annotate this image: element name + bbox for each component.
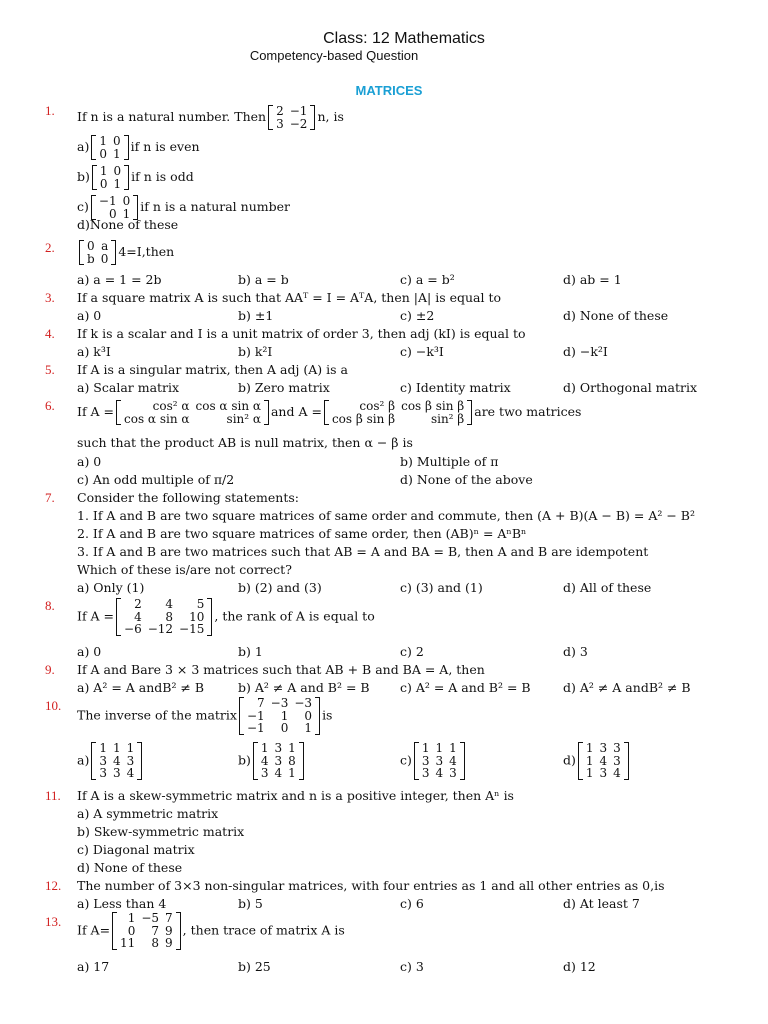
option-text: b) ±1 bbox=[238, 308, 274, 323]
option-text: d) 12 bbox=[563, 959, 596, 974]
stem: If A is a skew-symmetric matrix and n is a positive integer, then Aⁿ is bbox=[77, 788, 514, 803]
option-text: b) (2) and (3) bbox=[238, 580, 322, 595]
option-matrix: 1 1 1 3 4 3 3 3 4 bbox=[91, 742, 142, 780]
option-text: if n is even bbox=[130, 139, 200, 155]
statement: 3. If A and B are two matrices such that AB = A and BA = B, then A and B are idempotent bbox=[77, 544, 649, 559]
question-stem bbox=[77, 878, 665, 893]
stem: , the rank of A is equal to bbox=[214, 608, 375, 624]
option bbox=[563, 380, 697, 395]
option-text: b) A² ≠ A and B² = B bbox=[238, 680, 370, 695]
option-text: a) 0 bbox=[77, 454, 102, 469]
option bbox=[77, 680, 204, 695]
option bbox=[238, 896, 263, 911]
option bbox=[238, 742, 306, 780]
question-stem bbox=[77, 362, 348, 377]
exponent: 4 bbox=[118, 244, 127, 260]
option-label: d) bbox=[563, 752, 576, 768]
matrix: 2 −1 3 −2 bbox=[268, 105, 315, 130]
option bbox=[77, 454, 101, 469]
option bbox=[77, 842, 195, 857]
option-matrix: 1 3 3 1 4 3 1 3 4 bbox=[578, 742, 629, 780]
question-stem bbox=[77, 290, 501, 305]
statement bbox=[77, 544, 648, 559]
option bbox=[563, 680, 691, 695]
matrix: 2 4 5 4 8 10 −6 −12 −15 bbox=[116, 598, 212, 636]
option-text: c) (3) and (1) bbox=[400, 580, 483, 595]
question-stem bbox=[77, 400, 581, 425]
option-text: d) None of these bbox=[77, 860, 183, 875]
option bbox=[238, 344, 272, 359]
option-label: c) bbox=[400, 752, 412, 768]
class-title: Class: 12 Mathematics bbox=[323, 30, 485, 47]
option-text: c) 3 bbox=[400, 959, 424, 974]
option bbox=[77, 580, 144, 595]
option bbox=[77, 217, 178, 232]
question-number: 1. bbox=[45, 103, 55, 118]
option-label: d) bbox=[77, 217, 90, 232]
option-text: a) 0 bbox=[77, 644, 102, 659]
stem: If A and Bare 3 × 3 matrices such that AB + B and BA = A, then bbox=[77, 662, 485, 677]
option-text: b) a = b bbox=[238, 272, 289, 287]
option-text: c) An odd multiple of π/2 bbox=[77, 472, 235, 487]
option-text: b) Multiple of π bbox=[400, 454, 499, 469]
question-stem bbox=[77, 788, 514, 803]
question-stem bbox=[77, 240, 174, 265]
stem: If a square matrix A is such that AAᵀ = I = AᵀA, then |A| is equal to bbox=[77, 290, 502, 305]
option-label: b) bbox=[77, 169, 90, 185]
question-number: 7. bbox=[45, 490, 55, 505]
stem: If n is a natural number. Then bbox=[77, 109, 267, 125]
option bbox=[238, 680, 370, 695]
option bbox=[77, 380, 179, 395]
option-text: a) 0 bbox=[77, 308, 102, 323]
option-label: a) bbox=[77, 139, 90, 155]
stem: If A= bbox=[77, 922, 111, 938]
option bbox=[77, 644, 101, 659]
option bbox=[400, 472, 533, 487]
option bbox=[400, 380, 511, 395]
question-number: 12. bbox=[45, 878, 62, 893]
option bbox=[77, 135, 200, 160]
option-text: d) Orthogonal matrix bbox=[563, 380, 698, 395]
question-stem bbox=[77, 912, 345, 950]
option bbox=[563, 959, 596, 974]
option bbox=[77, 806, 218, 821]
option bbox=[400, 308, 434, 323]
option-text: c) −k³I bbox=[400, 344, 444, 359]
option-text: d) None of these bbox=[563, 308, 669, 323]
question-stem bbox=[77, 598, 375, 636]
stem: are two matrices bbox=[474, 404, 582, 420]
option-text: d) −k²I bbox=[563, 344, 608, 359]
stem: The inverse of the matrix bbox=[77, 707, 237, 723]
option-text: d) None of the above bbox=[400, 472, 533, 487]
option-matrix: 1 0 0 1 bbox=[91, 135, 128, 160]
question-number: 5. bbox=[45, 362, 55, 377]
option bbox=[238, 959, 271, 974]
option bbox=[563, 272, 622, 287]
matrix: 7 −3 −3 −1 1 0 −1 0 1 bbox=[239, 697, 320, 735]
option-text: b) 25 bbox=[238, 959, 271, 974]
matrix: 1 −5 7 0 7 9 11 8 9 bbox=[112, 912, 181, 950]
stem: If A = bbox=[77, 404, 115, 420]
question-stem bbox=[77, 435, 413, 450]
option-label: a) bbox=[77, 752, 90, 768]
statement: Which of these is/are not correct? bbox=[77, 562, 292, 577]
option bbox=[400, 580, 483, 595]
option bbox=[77, 860, 182, 875]
option-text: d) 3 bbox=[563, 644, 588, 659]
statement bbox=[77, 508, 695, 523]
option-matrix: 1 3 1 4 3 8 3 4 1 bbox=[253, 742, 304, 780]
stem: is bbox=[322, 707, 333, 723]
option bbox=[400, 680, 531, 695]
question-stem bbox=[77, 662, 485, 677]
matrix: 0 a b 0 bbox=[79, 240, 116, 265]
option-text: a) A² = A andB² ≠ B bbox=[77, 680, 205, 695]
section-title: MATRICES bbox=[355, 83, 423, 98]
option-text: d) At least 7 bbox=[563, 896, 640, 911]
option-text: d) A² ≠ A andB² ≠ B bbox=[563, 680, 691, 695]
statement bbox=[77, 526, 526, 541]
option bbox=[77, 824, 244, 839]
option bbox=[563, 580, 651, 595]
stem: If A = bbox=[77, 608, 115, 624]
option-text: a) A symmetric matrix bbox=[77, 806, 219, 821]
stem: The number of 3×3 non-singular matrices, with four entries as 1 and all other entries as 0,is bbox=[77, 878, 665, 893]
option bbox=[77, 308, 101, 323]
option-text: c) Diagonal matrix bbox=[77, 842, 195, 857]
option-text: c) ±2 bbox=[400, 308, 435, 323]
option-label: b) bbox=[238, 752, 251, 768]
option bbox=[77, 896, 166, 911]
stem: and A = bbox=[270, 404, 322, 420]
option-text: a) Scalar matrix bbox=[77, 380, 180, 395]
option bbox=[238, 272, 289, 287]
option bbox=[77, 344, 111, 359]
question-stem bbox=[77, 490, 299, 505]
question-number: 13. bbox=[45, 914, 62, 929]
matrix: cos² α cos α sin α cos α sin α sin² α bbox=[116, 400, 269, 425]
question-stem bbox=[77, 105, 344, 130]
option-text: b) Skew-symmetric matrix bbox=[77, 824, 245, 839]
option bbox=[563, 308, 668, 323]
statement bbox=[77, 562, 292, 577]
option bbox=[238, 580, 322, 595]
question-number: 8. bbox=[45, 598, 55, 613]
option bbox=[238, 308, 273, 323]
option-matrix: 1 0 0 1 bbox=[92, 165, 129, 190]
option-text: a) k³I bbox=[77, 344, 111, 359]
question-number: 9. bbox=[45, 662, 55, 677]
option bbox=[400, 454, 498, 469]
option bbox=[563, 344, 608, 359]
exponent: n bbox=[317, 109, 326, 125]
option-text: c) a = b² bbox=[400, 272, 455, 287]
option-text: c) A² = A and B² = B bbox=[400, 680, 531, 695]
option-text: a) 17 bbox=[77, 959, 110, 974]
option-text: a) Only (1) bbox=[77, 580, 145, 595]
option-text: b) 1 bbox=[238, 644, 263, 659]
question-number: 4. bbox=[45, 326, 55, 341]
option bbox=[400, 742, 467, 780]
statement: 1. If A and B are two square matrices of same order and commute, then (A + B)(A − B) = A² − B² bbox=[77, 508, 695, 523]
stem: Consider the following statements: bbox=[77, 490, 300, 505]
option bbox=[238, 380, 330, 395]
option bbox=[77, 742, 144, 780]
option bbox=[563, 742, 631, 780]
matrix: cos² β cos β sin β cos β sin β sin² β bbox=[324, 400, 472, 425]
option bbox=[238, 644, 263, 659]
question-number: 11. bbox=[45, 788, 61, 803]
option-text: b) 5 bbox=[238, 896, 263, 911]
option-text: None of these bbox=[89, 217, 179, 232]
option-text: if n is a natural number bbox=[140, 199, 290, 215]
option bbox=[77, 272, 162, 287]
question-stem bbox=[77, 697, 332, 735]
option-text: d) ab = 1 bbox=[563, 272, 622, 287]
option bbox=[400, 644, 424, 659]
question-number: 3. bbox=[45, 290, 55, 305]
option-label: c) bbox=[77, 199, 89, 215]
stem: If A is a singular matrix, then A adj (A) is a bbox=[77, 362, 348, 377]
option bbox=[563, 896, 640, 911]
option-matrix: 1 1 1 3 3 4 3 4 3 bbox=[414, 742, 465, 780]
option-text: c) Identity matrix bbox=[400, 380, 511, 395]
question-stem bbox=[77, 326, 526, 341]
option bbox=[563, 644, 588, 659]
stem: such that the product AB is null matrix, then α − β is bbox=[77, 435, 413, 450]
statement: 2. If A and B are two square matrices of same order, then (AB)ⁿ = AⁿBⁿ bbox=[77, 526, 527, 541]
option-text: a) Less than 4 bbox=[77, 896, 167, 911]
question-number: 2. bbox=[45, 240, 55, 255]
stem: =I,then bbox=[126, 244, 175, 260]
option-text: b) Zero matrix bbox=[238, 380, 330, 395]
stem: , then trace of matrix A is bbox=[182, 922, 345, 938]
stem: , is bbox=[325, 109, 344, 125]
option bbox=[400, 344, 444, 359]
question-number: 10. bbox=[45, 698, 62, 713]
option bbox=[77, 165, 194, 190]
option-matrix: −1 0 0 1 bbox=[91, 195, 138, 220]
subtitle: Competency-based Question bbox=[249, 48, 419, 63]
question-number: 6. bbox=[45, 398, 55, 413]
option bbox=[400, 959, 424, 974]
option-text: a) a = 1 = 2b bbox=[77, 272, 162, 287]
option bbox=[400, 896, 424, 911]
option-text: d) All of these bbox=[563, 580, 652, 595]
option-text: c) 2 bbox=[400, 644, 424, 659]
option-text: if n is odd bbox=[131, 169, 194, 185]
option-text: c) 6 bbox=[400, 896, 424, 911]
option bbox=[77, 959, 109, 974]
option bbox=[77, 472, 234, 487]
option bbox=[400, 272, 455, 287]
stem: If k is a scalar and I is a unit matrix of order 3, then adj (kI) is equal to bbox=[77, 326, 526, 341]
option-text: b) k²I bbox=[238, 344, 273, 359]
